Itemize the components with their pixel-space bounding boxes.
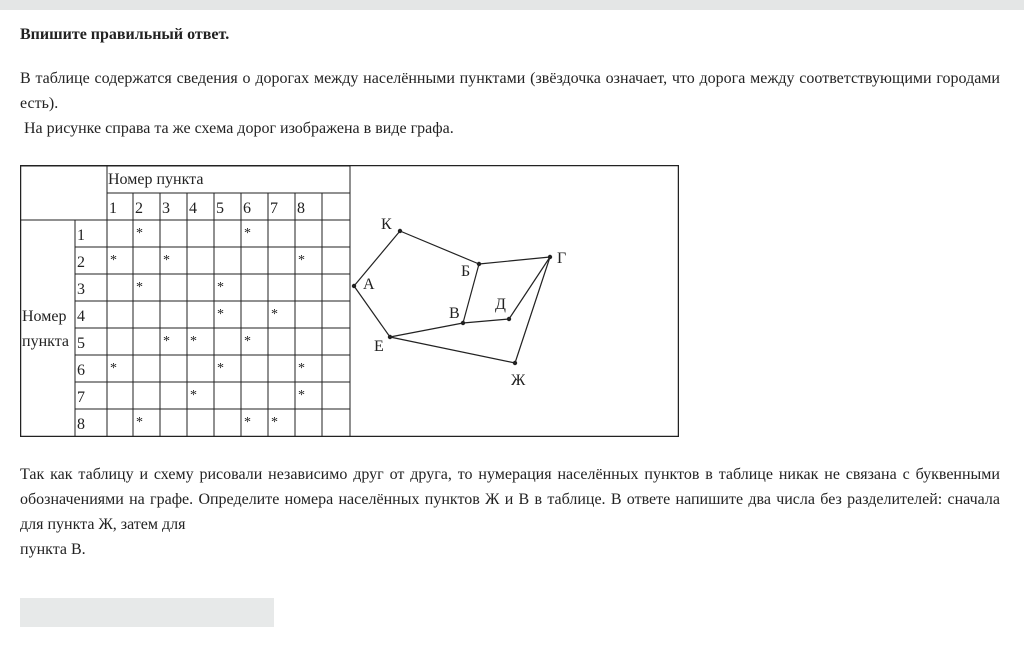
node-A [352,284,356,288]
top-bar [0,0,1024,10]
task-instruction: Впишите правильный ответ. [20,26,230,43]
table-row-number: 3 [77,281,85,298]
edge-E-A [354,286,390,337]
edge-B-G [479,257,550,264]
table-column-number: 8 [297,200,305,217]
table-cell-star: * [136,226,143,241]
table-cell-star: * [298,361,305,376]
table-row-number: 4 [77,308,85,325]
table-column-number: 6 [243,200,251,217]
label-Zh: Ж [511,372,526,389]
label-G: Г [557,250,567,267]
task-text-graph-description: На рисунке справа та же схема дорог изображена в виде графа. [20,120,454,137]
table-column-number: 2 [135,200,143,217]
table-cell-star: * [136,280,143,295]
table-row-number: 7 [77,389,85,406]
table-cell-star: * [163,253,170,268]
table-cell-star: * [244,334,251,349]
label-V: В [449,305,460,322]
table-column-number: 5 [216,200,224,217]
answer-input[interactable] [20,598,274,627]
table-and-graph-figure [20,165,679,437]
table-row-number: 2 [77,254,85,271]
table-cell-star: * [244,415,251,430]
table-column-header: Номер пункта [108,171,204,188]
label-B: Б [461,263,471,280]
table-cell-star: * [190,388,197,403]
table-row-header-line1: Номер [22,308,67,325]
node-G [548,255,552,259]
node-B [477,262,481,266]
table-row-number: 6 [77,362,85,379]
edge-V-D [463,319,509,323]
edge-A-K [354,231,400,286]
edge-G-Zh [515,257,550,363]
label-A: А [363,276,375,293]
node-D [507,317,511,321]
task-text-question-end: пункта В. [20,541,86,558]
label-D: Д [495,296,506,313]
table-cell-star: * [110,361,117,376]
table-row-header-line2: пункта [22,333,69,350]
edge-D-G [509,257,550,319]
node-E [388,335,392,339]
table-cell-star: * [163,334,170,349]
table-cell-star: * [298,388,305,403]
label-K: К [381,216,392,233]
table-cell-star: * [298,253,305,268]
table-column-number: 4 [189,200,197,217]
table-column-number: 7 [270,200,278,217]
table-cell-star: * [271,415,278,430]
table-column-number: 3 [162,200,170,217]
table-cell-star: * [190,334,197,349]
node-K [398,229,402,233]
table-cell-star: * [217,307,224,322]
edge-E-V [390,323,463,337]
table-row-number: 5 [77,335,85,352]
table-cell-star: * [217,280,224,295]
table-row-number: 1 [77,227,85,244]
table-cell-star: * [110,253,117,268]
edge-K-B [400,231,479,264]
task-text-question: Так как таблицу и схему рисовали независимо друг от друга, то нумерация населённых пунктов в таблице никак не связана с буквенными обозначениями на графе. Определите номера населённых пунктов Ж и В в таблице. В ответе напишите два числа без разделителей: сначала для пункта Ж, затем для [20,466,1000,533]
node-Zh [513,361,517,365]
table-cell-star: * [244,226,251,241]
table-cell-star: * [136,415,143,430]
task-text-table-description: В таблице содержатся сведения о дорогах между населёнными пунктами (звёздочка означает, что дорога между соответствующими городами есть). [20,70,1000,112]
table-column-number: 1 [109,200,117,217]
table-row-number: 8 [77,416,85,433]
edge-Zh-E [390,337,515,363]
table-cell-star: * [271,307,278,322]
label-E: Е [374,338,384,355]
table-cell-star: * [217,361,224,376]
node-V [461,321,465,325]
